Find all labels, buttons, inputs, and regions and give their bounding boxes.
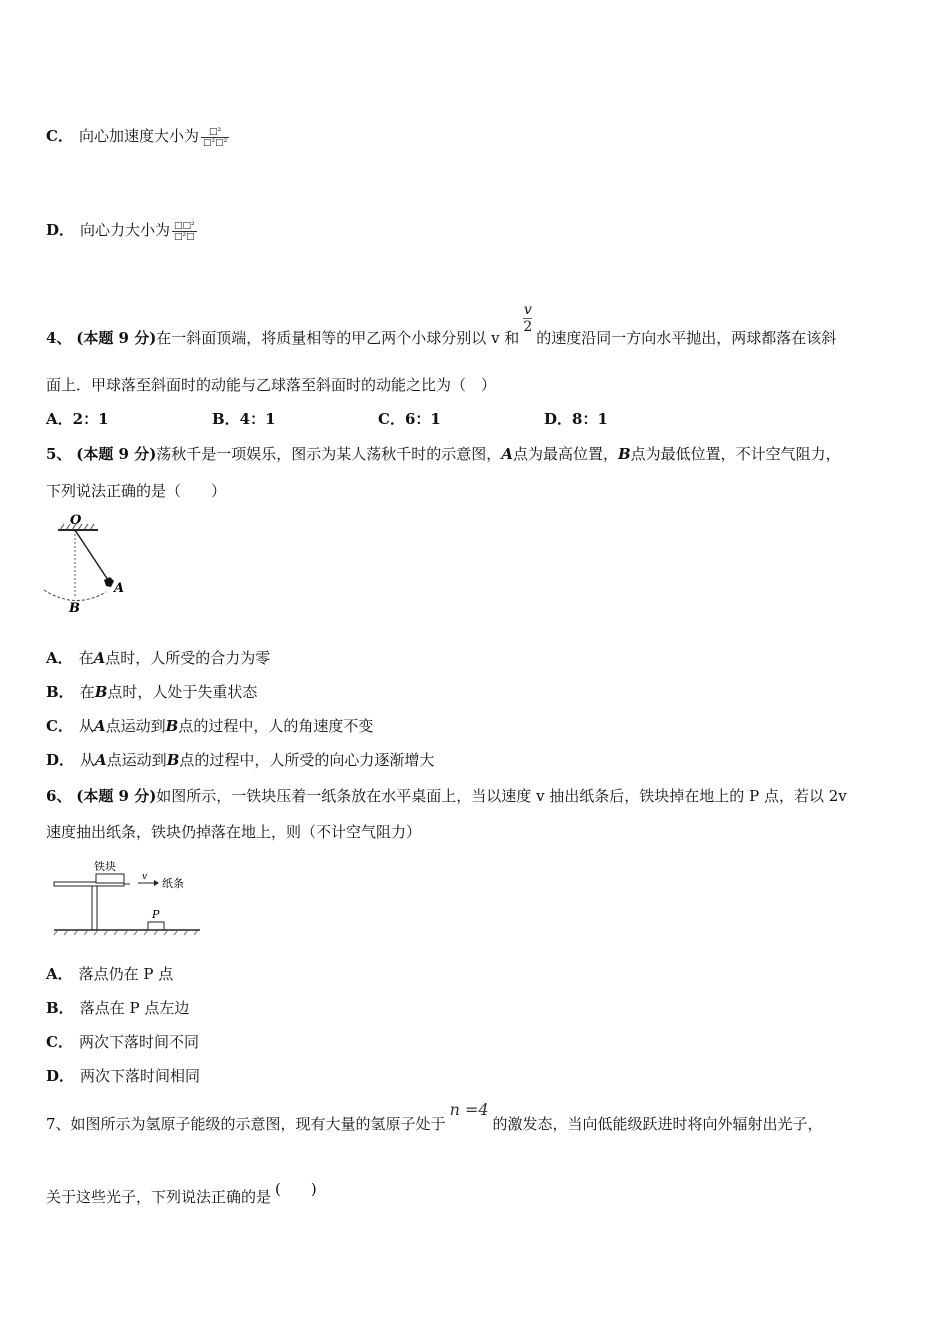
fraction	[201, 127, 229, 148]
choice-c: C．6：1	[378, 410, 441, 428]
iron-block	[96, 874, 124, 883]
fraction-denominator: □²□²	[202, 137, 228, 148]
point-label: B	[165, 717, 179, 735]
point-label: A	[93, 649, 106, 667]
q5-stem-line1	[46, 444, 841, 464]
label-a: A	[114, 581, 125, 596]
q6-option-b	[46, 998, 189, 1018]
choice-b: B．4：1	[212, 410, 276, 428]
option-text: 点的过程中，人的角速度不变	[178, 717, 374, 735]
option-text: 点运动到	[106, 751, 167, 769]
option-letter: B．	[46, 999, 74, 1017]
q5-stem-line2: 下列说法正确的是（ ）	[46, 482, 227, 500]
table-paper-diagram	[50, 856, 210, 938]
label-paper-strip: 纸条	[162, 877, 184, 890]
point-label: A	[501, 445, 513, 463]
fraction	[172, 221, 197, 242]
option-text: 两次下落时间相同	[80, 1067, 201, 1085]
swing-rope	[75, 530, 108, 580]
question-text: 在一斜面顶端，将质量相等的甲乙两个小球分别以 v 和	[156, 329, 520, 347]
q4-stem-line2: 面上．甲球落至斜面时的动能与乙球落至斜面时的动能之比为（ ）	[46, 376, 497, 394]
question-text: 如图所示为氢原子能级的示意图，现有大量的氢原子处于	[70, 1115, 446, 1133]
label-v: v	[142, 872, 148, 882]
option-text: 点时，人处于失重状态	[107, 683, 258, 701]
answer-paren: ( )	[275, 1180, 317, 1198]
question-text: 如图所示，一铁块压着一纸条放在水平桌面上，当以速度 v 抽出纸条后，铁块掉在地上的 P 点，若以 2v	[156, 787, 847, 805]
option-text: 落点在 P 点左边	[79, 999, 190, 1017]
question-text: 荡秋千是一项娱乐，图示为某人荡秋千时的示意图，	[156, 445, 502, 463]
option-letter: A．	[46, 649, 73, 667]
option-text: 点运动到	[105, 717, 166, 735]
point-label: B	[617, 445, 631, 463]
option-text: 向心力大小为	[80, 221, 171, 239]
q5-option-d	[46, 750, 434, 770]
person-figure	[104, 577, 114, 587]
option-letter: C．	[46, 717, 73, 735]
q4-stem-line1	[46, 302, 837, 348]
question-score: (本题 9 分)	[76, 445, 157, 463]
question-number: 4、	[46, 329, 72, 347]
fraction-numerator: □²	[201, 127, 229, 138]
q3-option-c	[46, 126, 229, 148]
math-n-equals-4: n =4	[449, 1100, 489, 1119]
q5-option-a	[46, 648, 270, 668]
question-text: 关于这些光子，下列说法正确的是	[46, 1188, 272, 1206]
question-number: 7、	[46, 1115, 71, 1133]
q6-stem-line2: 速度抽出纸条，铁块仍掉落在地上，则（不计空气阻力）	[46, 823, 422, 841]
option-text: 落点仍在 P 点	[78, 965, 174, 983]
block-at-p	[148, 922, 164, 930]
q3-option-d	[46, 220, 197, 242]
question-text: 的速度沿同一方向水平抛出，两球都落在该斜	[536, 329, 837, 347]
question-score: (本题 9 分)	[76, 787, 157, 805]
fraction-numerator: □□²	[174, 220, 195, 231]
q6-option-c	[46, 1032, 199, 1052]
table-leg	[92, 886, 97, 930]
label-iron-block: 铁块	[94, 860, 116, 873]
option-text: 向心加速度大小为	[78, 127, 199, 145]
q5-option-b	[46, 682, 257, 702]
option-text: 点时，人所受的合力为零	[105, 649, 271, 667]
label-o: O	[70, 513, 82, 528]
q6-option-d	[46, 1066, 200, 1086]
fraction-denominator: 2	[523, 319, 533, 335]
choice-a: A．2：1	[46, 410, 109, 428]
point-label: A	[93, 717, 106, 735]
arrow-head	[154, 880, 159, 886]
option-letter: B．	[46, 683, 74, 701]
option-text: 在	[78, 649, 94, 667]
option-text: 在	[79, 683, 95, 701]
option-letter: D．	[46, 1067, 75, 1085]
option-text: 从	[78, 717, 94, 735]
option-text: 点的过程中，人所受的向心力逐渐增大	[179, 751, 435, 769]
label-b: B	[69, 601, 80, 616]
question-text: 的激发态，当向低能级跃进时将向外辐射出光子，	[492, 1115, 823, 1133]
option-letter: D．	[46, 221, 75, 239]
option-letter: C．	[46, 127, 73, 145]
option-letter: A．	[46, 965, 73, 983]
swing-diagram	[40, 510, 150, 620]
question-score: (本题 9 分)	[76, 329, 157, 347]
question-number: 5、	[46, 445, 72, 463]
option-letter: D．	[46, 751, 75, 769]
fraction-numerator: v	[523, 302, 532, 318]
q4-choices	[46, 409, 710, 429]
choice-d: D．8：1	[544, 410, 608, 428]
q6-stem-line1	[46, 786, 847, 806]
point-label: B	[166, 751, 180, 769]
option-letter: C．	[46, 1033, 73, 1051]
q7-stem-line2	[46, 1180, 317, 1207]
question-text: 点为最高位置，	[512, 445, 618, 463]
question-text: 点为最低位置，不计空气阻力，	[630, 445, 841, 463]
option-text: 两次下落时间不同	[78, 1033, 199, 1051]
fraction-denominator: □²□	[174, 231, 195, 242]
v-over-2-fraction	[523, 302, 532, 335]
q7-stem-line1	[46, 1100, 823, 1134]
point-label: A	[95, 751, 107, 769]
label-p: P	[152, 908, 160, 921]
point-label: B	[94, 683, 108, 701]
question-number: 6、	[46, 787, 72, 805]
q6-option-a	[46, 964, 173, 984]
q5-option-c	[46, 716, 373, 736]
option-text: 从	[80, 751, 96, 769]
